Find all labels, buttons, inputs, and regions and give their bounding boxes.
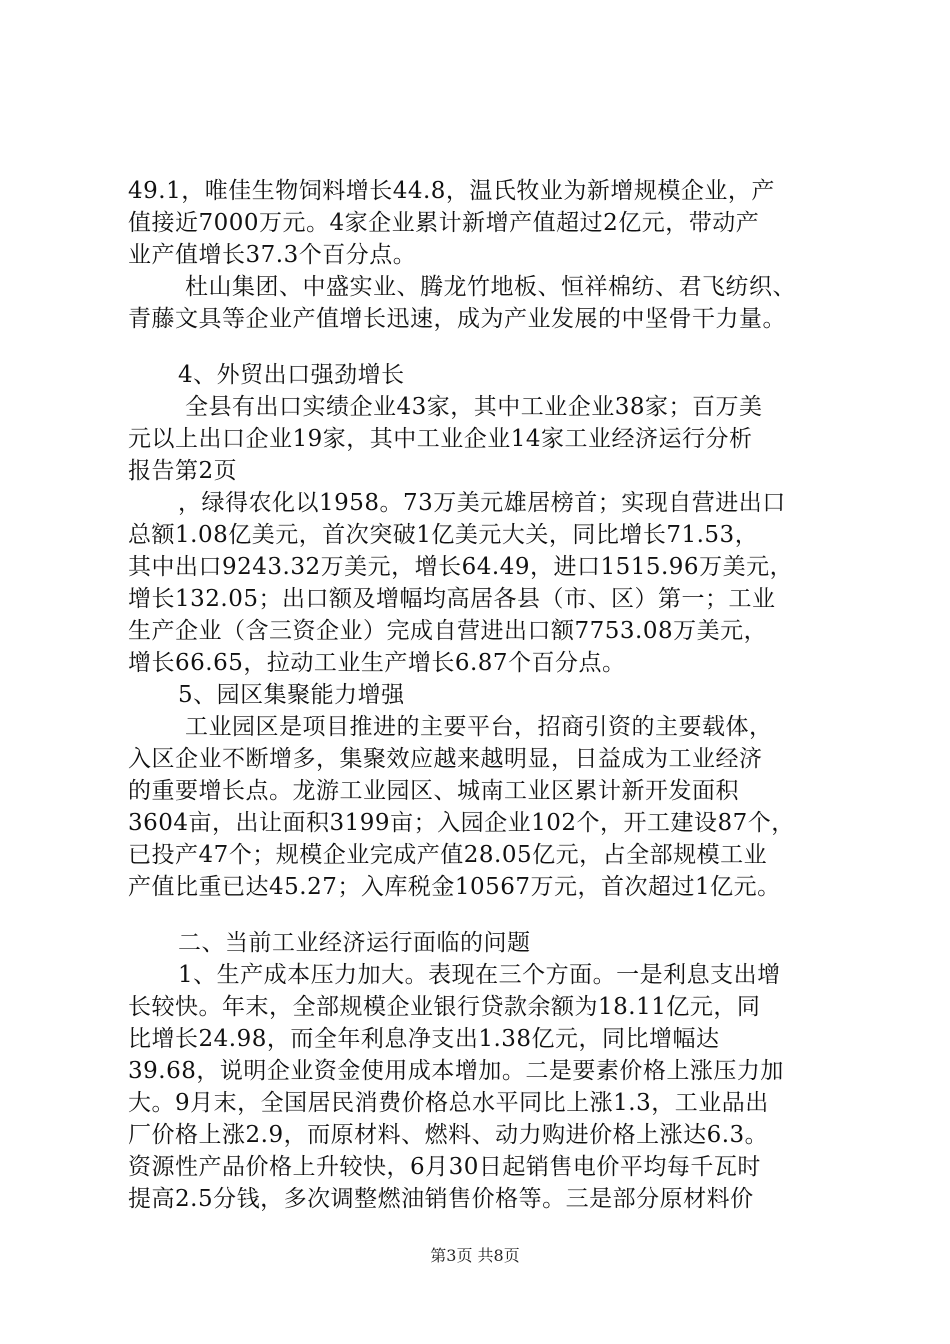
text-line: 杜山集团、中盛实业、腾龙竹地板、恒祥棉纺、君飞纺织、 xyxy=(185,274,796,300)
text-line: 元以上出口企业19家，其中工业企业14家工业经济运行分析 xyxy=(128,426,753,452)
text-line: 增长132.05；出口额及增幅均高居各县（市、区）第一；工业 xyxy=(128,586,776,612)
page-number: 第3页 共8页 xyxy=(430,1246,520,1265)
text-line: ，绿得农化以1958。73万美元雄居榜首；实现自营进出口 xyxy=(178,490,786,516)
text-line: 入区企业不断增多，集聚效应越来越明显，日益成为工业经济 xyxy=(128,746,763,772)
text-line: 总额1.08亿美元，首次突破1亿美元大关，同比增长71.53， xyxy=(128,522,759,548)
text-line: 生产企业（含三资企业）完成自营进出口额7753.08万美元， xyxy=(128,618,768,644)
section-heading: 二、当前工业经济运行面临的问题 xyxy=(178,930,531,956)
text-line: 已投产47个；规模企业完成产值28.05亿元，占全部规模工业 xyxy=(128,842,768,868)
text-line: 厂价格上涨2.9，而原材料、燃料、动力购进价格上涨达6.3。 xyxy=(128,1122,769,1148)
text-line: 比增长24.98，而全年利息净支出1.38亿元，同比增幅达 xyxy=(128,1026,720,1052)
text-line: 青藤文具等企业产值增长迅速，成为产业发展的中坚骨干力量。 xyxy=(128,306,786,332)
text-line: 资源性产品价格上升较快，6月30日起销售电价平均每千瓦时 xyxy=(128,1154,761,1180)
text-line: 3604亩，出让面积3199亩；入园企业102个，开工建设87个， xyxy=(128,810,795,836)
text-line: 报告第2页 xyxy=(128,458,238,484)
text-line: 的重要增长点。龙游工业园区、城南工业区累计新开发面积 xyxy=(128,778,739,804)
text-line: 1、生产成本压力加大。表现在三个方面。一是利息支出增 xyxy=(178,962,781,988)
text-line: 增长66.65，拉动工业生产增长6.87个百分点。 xyxy=(128,650,626,676)
text-line: 全县有出口实绩企业43家，其中工业企业38家；百万美 xyxy=(185,394,763,420)
text-line: 其中出口9243.32万美元，增长64.49，进口1515.96万美元， xyxy=(128,554,794,580)
text-line: 业产值增长37.3个百分点。 xyxy=(128,242,417,268)
text-line: 值接近7000万元。4家企业累计新增产值超过2亿元，带动产 xyxy=(128,210,760,236)
text-line: 产值比重已达45.27；入库税金10567万元，首次超过1亿元。 xyxy=(128,874,781,900)
text-line: 39.68，说明企业资金使用成本增加。二是要素价格上涨压力加 xyxy=(128,1058,784,1084)
text-line: 大。9月末，全国居民消费价格总水平同比上涨1.3，工业品出 xyxy=(128,1090,769,1116)
section-heading: 4、外贸出口强劲增长 xyxy=(178,362,405,388)
section-heading: 5、园区集聚能力增强 xyxy=(178,682,405,708)
text-line: 长较快。年末，全部规模企业银行贷款余额为18.11亿元，同 xyxy=(128,994,761,1020)
text-line: 工业园区是项目推进的主要平台，招商引资的主要载体， xyxy=(185,714,773,740)
text-line: 提高2.5分钱，多次调整燃油销售价格等。三是部分原材料价 xyxy=(128,1186,754,1212)
text-line: 49.1，唯佳生物饲料增长44.8，温氏牧业为新增规模企业，产 xyxy=(128,178,775,204)
